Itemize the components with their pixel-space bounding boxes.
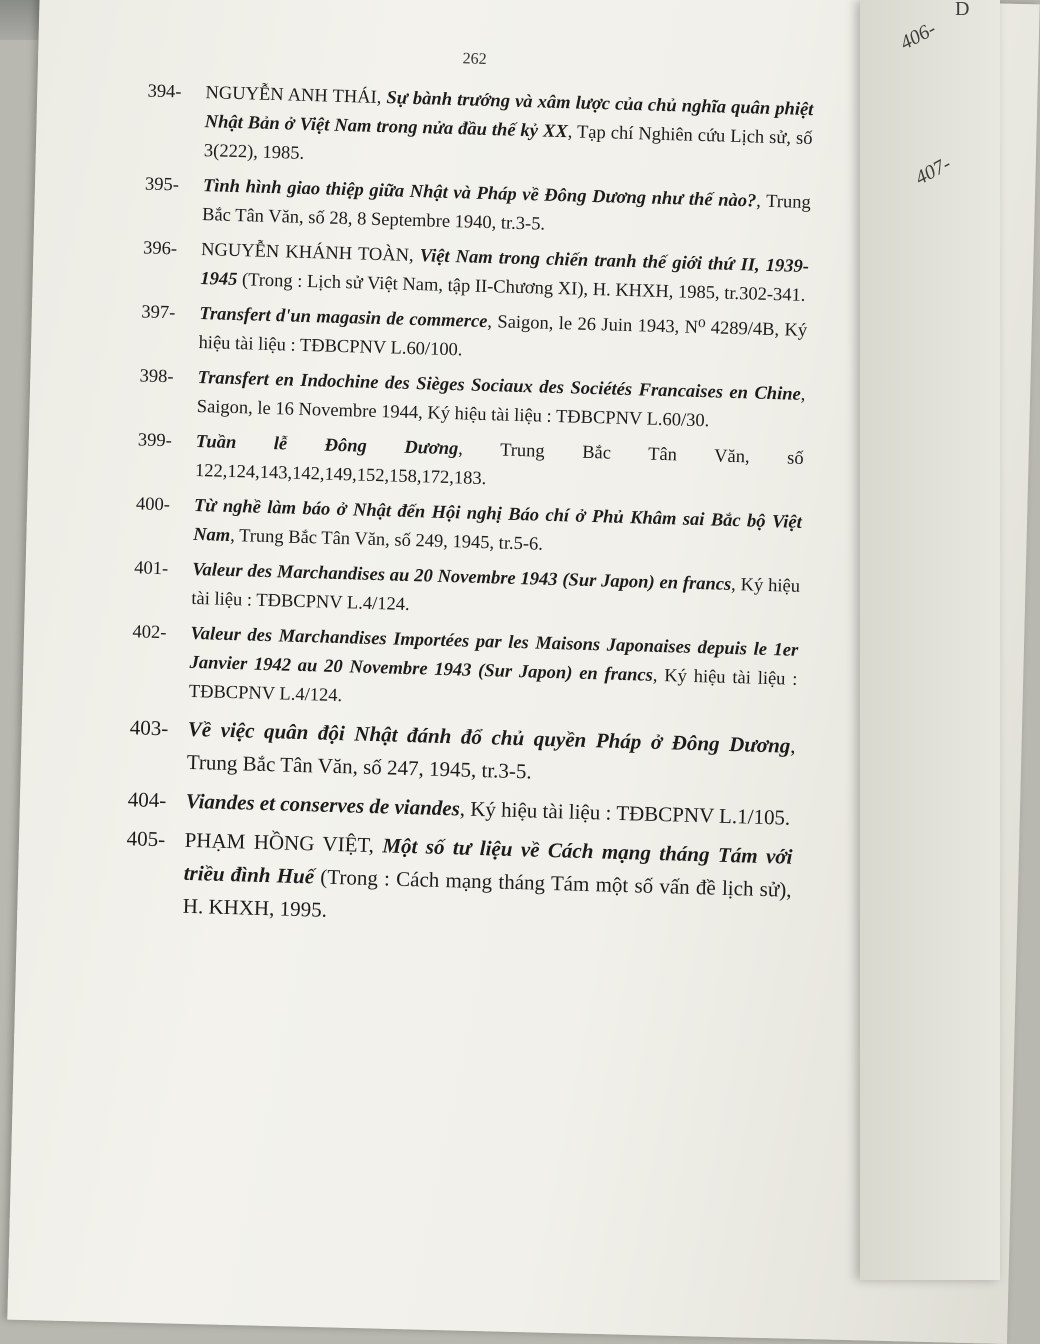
entry-title: Tình hình giao thiệp giữa Nhật và Pháp về Đông Dương như thế nào? [202, 176, 757, 212]
entry-details: , Ký hiệu tài liệu : TĐBCPNV L.4/124. [188, 665, 798, 707]
entry-author: NGUYỄN KHÁNH TOÀN, [200, 240, 421, 267]
entry-number: 397- [141, 302, 176, 324]
entry-details: , Ký hiệu tài liệu : TĐBCPNV L.1/105. [459, 796, 791, 830]
facing-page-mark-406: 406- [896, 17, 940, 55]
entry-author: NGUYỄN ANH THÁI, [205, 83, 387, 109]
entry-405 [70, 821, 792, 940]
entry-number: 401- [133, 558, 169, 580]
entry-402 [76, 617, 798, 724]
entry-number: 402- [132, 622, 167, 644]
entry-title: Sự bành trướng và xâm lược của chủ nghĩa quân phiệt Nhật Bản ở Việt Nam trong nửa đầu thế kỷ XX [204, 88, 814, 143]
entry-394 [92, 76, 814, 183]
entry-number: 405- [126, 826, 166, 852]
entry-title: Transfert d'un magasin de commerce [199, 304, 488, 333]
entry-title: Từ nghề làm báo ở Nhật đến Hội nghị Báo chí ở Phủ Khâm sai Bắc bộ Việt Nam [192, 495, 803, 546]
entry-details: , Saigon, le 26 Juin 1943, N⁰ 4289/4B, Ký hiệu tài liệu : TĐBCPNV L.60/100. [198, 312, 808, 361]
entry-details: , Trung Bắc Tân Văn, số 28, 8 Septembre 1940, tr.3-5. [201, 191, 811, 235]
entry-author: PHẠM HỒNG VIỆT, [184, 827, 383, 858]
entry-details: , Ký hiệu tài liệu : TĐBCPNV L.4/124. [191, 574, 801, 616]
entry-title: Về việc quân đội Nhật đánh đổ chủ quyền Pháp ở Đông Dương [187, 716, 791, 758]
entry-title: Viandes et conserves de viandes [185, 788, 461, 821]
entry-number: 398- [139, 366, 174, 388]
entry-number: 396- [142, 238, 178, 260]
facing-page-letter: D [955, 0, 970, 20]
facing-page [860, 0, 1000, 1280]
entry-number: 400- [135, 494, 171, 516]
entry-title: Transfert en Indochine des Sièges Sociaux des Sociétés Francaises en Chine [197, 368, 802, 405]
entry-title: Việt Nam trong chiến tranh thế giới thứ II, 1939-1945 [200, 246, 810, 291]
entry-details: , Trung Bắc Tân Văn, số 122,124,143,142,149,152,158,172,183. [194, 439, 804, 490]
entry-details: , Saigon, le 16 Novembre 1944, Ký hiệu tài liệu : TĐBCPNV L.60/30. [196, 384, 806, 432]
entry-title: Valeur des Marchandises au 20 Novembre 1943 (Sur Japon) en francs [191, 559, 732, 595]
entry-number: 404- [127, 787, 167, 813]
entry-title: Một số tư liệu về Cách mạng tháng Tám với triều đình Huế [183, 833, 793, 889]
entry-number: 394- [147, 81, 182, 103]
entry-number: 403- [129, 715, 169, 741]
bibliography-list [70, 40, 814, 946]
entry-details: , Trung Bắc Tân Văn, số 247, 1945, tr.3-5. [186, 733, 796, 784]
entry-details: , Trung Bắc Tân Văn, số 249, 1945, tr.5-6. [229, 525, 544, 555]
facing-page-mark-407: 407- [911, 152, 955, 190]
entry-title: Tuần lễ Đông Dương [195, 431, 459, 460]
entry-details: (Trong : Cách mạng tháng Tám một số vấn đề lịch sử), H. KHXH, 1995. [182, 864, 792, 922]
entry-title: Valeur des Marchandises Importées par les Maisons Japonaises depuis le 1er Janvier 1942 au 20 Novembre 1943 (Sur Japon) en francs [189, 623, 799, 686]
entry-number: 399- [137, 430, 173, 452]
entry-number: 395- [144, 174, 180, 196]
page-number: 262 [462, 50, 487, 68]
entry-403 [74, 710, 796, 796]
entry-details: , Tạp chí Nghiên cứu Lịch sử, số 3(222), 1985. [203, 122, 813, 164]
entry-details: (Trong : Lịch sử Việt Nam, tập II-Chương XI), H. KHXH, 1985, tr.302-341. [237, 270, 806, 306]
